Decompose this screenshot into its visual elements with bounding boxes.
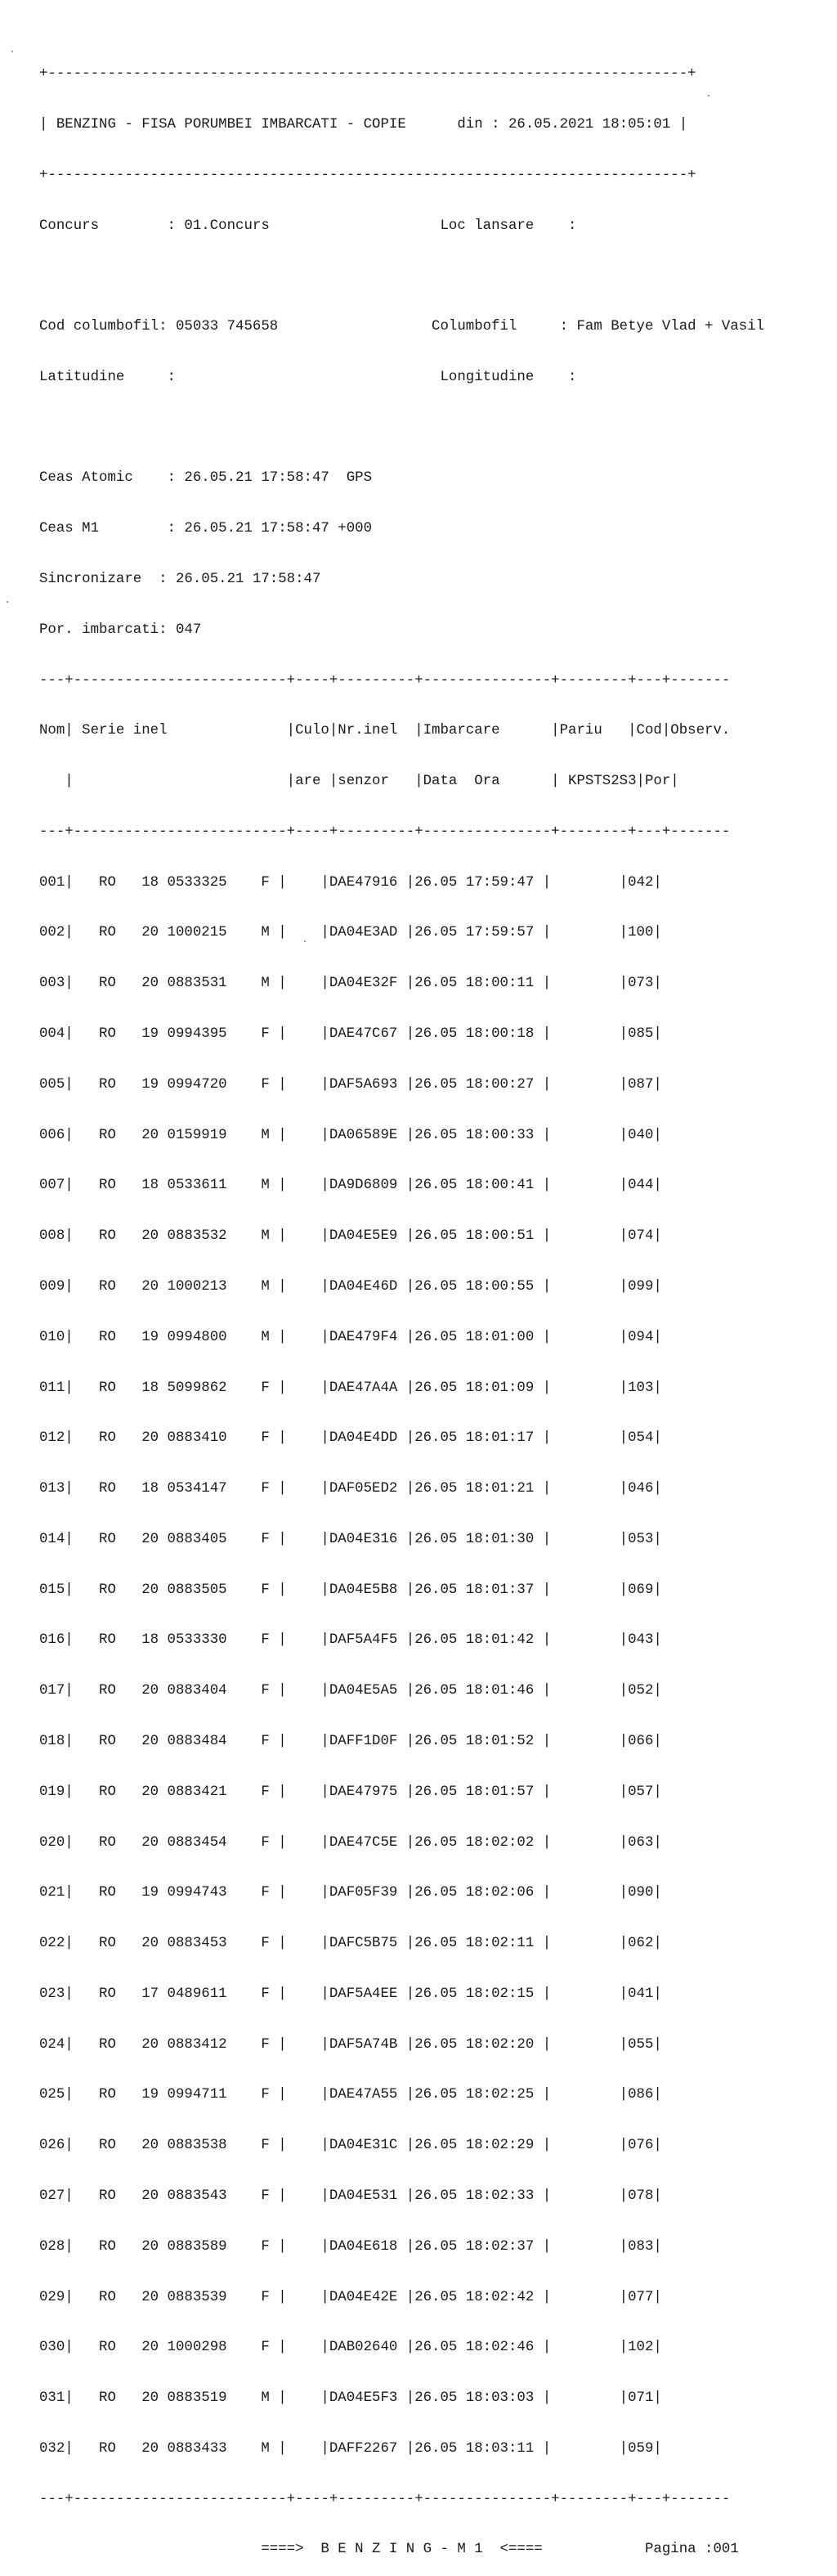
table-header-line1: Nom| Serie inel |Culo|Nr.inel |Imbarcare |Pariu |Cod|Observ. [39, 723, 731, 739]
scan-speck [304, 940, 306, 942]
table-row: 031| RO 20 0883519 M | |DA04E5F3 |26.05 18:03:03 | |071| [39, 2390, 662, 2407]
table-row: 021| RO 19 0994743 F | |DAF05F39 |26.05 18:02:06 | |090| [39, 1885, 662, 1901]
table-row: 016| RO 18 0533330 F | |DAF5A4F5 |26.05 18:01:42 | |043| [39, 1632, 662, 1649]
info-cod-columbofil: Cod columbofil: 05033 745658 Columbofil : Fam Betye Vlad + Vasil [39, 319, 765, 335]
header-rule-top: +---------------------------------------------------------------------------+ [39, 66, 696, 83]
table-row: 004| RO 19 0994395 F | |DAE47C67 |26.05 18:00:18 | |085| [39, 1026, 662, 1043]
info-sincronizare: Sincronizare : 26.05.21 17:58:47 [39, 572, 321, 587]
table-row: 025| RO 19 0994711 F | |DAE47A55 |26.05 18:02:25 | |086| [39, 2087, 662, 2103]
table-row: 029| RO 20 0883539 F | |DA04E42E |26.05 18:02:42 | |077| [39, 2289, 662, 2305]
table-row: 019| RO 20 0883421 F | |DAE47975 |26.05 18:01:57 | |057| [39, 1784, 662, 1800]
printed-report [39, 33, 816, 2558]
table-row: 023| RO 17 0489611 F | |DAF5A4EE |26.05 18:02:15 | |041| [39, 1986, 662, 2002]
table-row: 005| RO 19 0994720 F | |DAF5A693 |26.05 18:00:27 | |087| [39, 1076, 662, 1093]
table-row: 020| RO 20 0883454 F | |DAE47C5E |26.05 18:02:02 | |063| [39, 1834, 662, 1851]
table-row: 009| RO 20 1000213 M | |DA04E46D |26.05 18:00:55 | |099| [39, 1278, 662, 1295]
table-row: 001| RO 18 0533325 F | |DAE47916 |26.05 17:59:47 | |042| [39, 874, 662, 891]
table-row: 002| RO 20 1000215 M | |DA04E3AD |26.05 17:59:57 | |100| [39, 925, 662, 941]
table-row: 028| RO 20 0883589 F | |DA04E618 |26.05 18:02:37 | |083| [39, 2238, 662, 2255]
table-row: 032| RO 20 0883433 M | |DAFF2267 |26.05 18:03:11 | |059| [39, 2440, 662, 2457]
table-separator-top: ---+-------------------------+----+---------+---------------+--------+---+------- [39, 672, 731, 689]
report-title: | BENZING - FISA PORUMBEI IMBARCATI - COPIE din : 26.05.2021 18:05:01 | [39, 116, 688, 132]
table-row: 008| RO 20 0883532 M | |DA04E5E9 |26.05 18:00:51 | |074| [39, 1228, 662, 1245]
header-rule-bottom: +---------------------------------------------------------------------------+ [39, 167, 696, 183]
table-row: 006| RO 20 0159919 M | |DA06589E |26.05 18:00:33 | |040| [39, 1127, 662, 1143]
info-por-imbarcati: Por. imbarcati: 047 [39, 622, 202, 638]
table-row: 027| RO 20 0883543 F | |DA04E531 |26.05 18:02:33 | |078| [39, 2188, 662, 2204]
table-row: 024| RO 20 0883412 F | |DAF5A74B |26.05 18:02:20 | |055| [39, 2036, 662, 2053]
table-row: 022| RO 20 0883453 F | |DAFC5B75 |26.05 18:02:11 | |062| [39, 1936, 662, 1952]
scan-speck [7, 601, 8, 603]
table-row: 013| RO 18 0534147 F | |DAF05ED2 |26.05 18:01:21 | |046| [39, 1481, 662, 1497]
scan-speck [708, 95, 709, 96]
info-latitudine: Latitudine : Longitudine : [39, 369, 577, 385]
table-row: 018| RO 20 0883484 F | |DAFF1D0F |26.05 18:01:52 | |066| [39, 1733, 662, 1749]
report-footer: ====> B E N Z I N G - M 1 <==== Pagina :001 [39, 2542, 739, 2558]
table-separator-bottom: ---+-------------------------+----+---------+---------------+--------+---+------- [39, 2491, 731, 2507]
table-row: 014| RO 20 0883405 F | |DA04E316 |26.05 18:01:30 | |053| [39, 1531, 662, 1547]
table-row: 026| RO 20 0883538 F | |DA04E31C |26.05 18:02:29 | |076| [39, 2138, 662, 2154]
info-ceas-m1: Ceas M1 : 26.05.21 17:58:47 +000 [39, 521, 373, 537]
table-row: 010| RO 19 0994800 M | |DAE479F4 |26.05 18:01:00 | |094| [39, 1329, 662, 1345]
info-concurs: Concurs : 01.Concurs Loc lansare : [39, 218, 577, 234]
table-row: 017| RO 20 0883404 F | |DA04E5A5 |26.05 18:01:46 | |052| [39, 1683, 662, 1699]
info-ceas-atomic: Ceas Atomic : 26.05.21 17:58:47 GPS [39, 470, 373, 487]
table-row: 015| RO 20 0883505 F | |DA04E5B8 |26.05 18:01:37 | |069| [39, 1582, 662, 1598]
table-row: 003| RO 20 0883531 M | |DA04E32F |26.05 18:00:11 | |073| [39, 976, 662, 992]
table-row: 012| RO 20 0883410 F | |DA04E4DD |26.05 18:01:17 | |054| [39, 1430, 662, 1447]
table-row: 030| RO 20 1000298 F | |DAB02640 |26.05 18:02:46 | |102| [39, 2340, 662, 2356]
table-header-line2: | |are |senzor |Data Ora | KPSTS2S3|Por| [39, 774, 679, 790]
table-row: 007| RO 18 0533611 M | |DA9D6809 |26.05 18:00:41 | |044| [39, 1178, 662, 1194]
table-row: 011| RO 18 5099862 F | |DAE47A4A |26.05 18:01:09 | |103| [39, 1380, 662, 1396]
table-separator-mid: ---+-------------------------+----+---------+---------------+--------+---+------- [39, 824, 731, 840]
scan-speck [11, 51, 13, 52]
